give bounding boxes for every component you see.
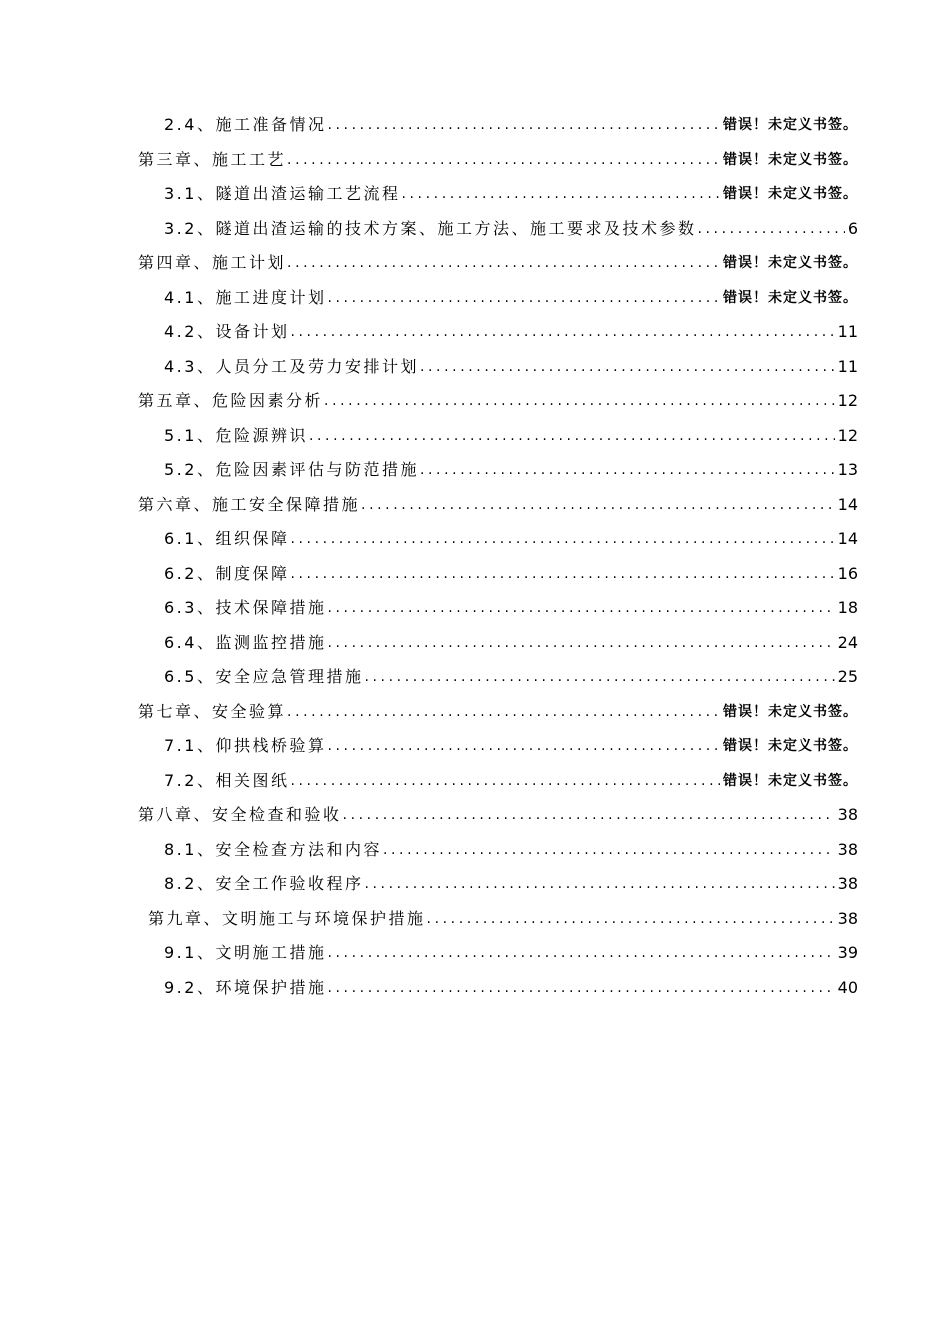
toc-entry-title: 9.2、环境保护措施 [164, 977, 327, 997]
toc-entry-title: 6.5、安全应急管理措施 [164, 667, 364, 687]
toc-entry-title: 第七章、安全验算 [138, 701, 287, 721]
toc-entry-page: 24 [837, 632, 858, 652]
toc-entry-page: 13 [837, 460, 858, 480]
toc-dot-leader [287, 702, 720, 722]
toc-entry[interactable] [0, 143, 950, 178]
toc-entry[interactable] [0, 660, 950, 695]
toc-entry-title: 7.1、仰拱栈桥验算 [164, 736, 327, 756]
toc-dot-leader [420, 357, 835, 377]
toc-dot-leader [401, 184, 720, 204]
toc-entry-title: 6.4、监测监控措施 [164, 632, 327, 652]
toc-entry-page: 6 [847, 218, 858, 238]
toc-dot-leader [343, 805, 835, 825]
toc-entry-page: 25 [837, 667, 858, 687]
toc-entry[interactable] [0, 695, 950, 730]
toc-dot-leader [327, 288, 720, 308]
toc-entry[interactable] [0, 212, 950, 247]
toc-entry-title: 6.2、制度保障 [164, 563, 290, 583]
toc-entry-title: 4.3、人员分工及劳力安排计划 [164, 356, 419, 376]
toc-entry[interactable] [0, 557, 950, 592]
toc-entry-title: 第九章、文明施工与环境保护措施 [148, 908, 426, 928]
toc-entry-page: 错误！未定义书签。 [723, 151, 858, 168]
toc-dot-leader [290, 322, 834, 342]
toc-entry-title: 3.1、隧道出渣运输工艺流程 [164, 184, 401, 204]
toc-dot-leader [364, 874, 834, 894]
toc-entry[interactable] [0, 971, 950, 1006]
toc-entry-page: 38 [837, 908, 858, 928]
toc-entry-page: 38 [837, 839, 858, 859]
toc-entry[interactable] [0, 488, 950, 523]
toc-entry-page: 12 [837, 391, 858, 411]
toc-dot-leader [427, 909, 835, 929]
toc-dot-leader [327, 633, 834, 653]
toc-entry-page: 16 [837, 563, 858, 583]
toc-entry-title: 8.2、安全工作验收程序 [164, 874, 364, 894]
toc-dot-leader [361, 495, 835, 515]
toc-entry[interactable] [0, 384, 950, 419]
toc-entry-page: 12 [837, 425, 858, 445]
toc-entry-title: 4.2、设备计划 [164, 322, 290, 342]
toc-entry-page: 11 [837, 356, 858, 376]
toc-entry[interactable] [0, 350, 950, 385]
toc-dot-leader [420, 460, 835, 480]
toc-entry-title: 第六章、施工安全保障措施 [138, 494, 361, 514]
toc-dot-leader [290, 771, 720, 791]
toc-entry[interactable] [0, 729, 950, 764]
table-of-contents [0, 108, 950, 1005]
toc-entry-title: 6.3、技术保障措施 [164, 598, 327, 618]
toc-entry-page: 错误！未定义书签。 [723, 255, 858, 272]
toc-dot-leader [364, 667, 834, 687]
toc-entry-title: 2.4、施工准备情况 [164, 115, 327, 135]
toc-entry-title: 5.2、危险因素评估与防范措施 [164, 460, 419, 480]
toc-entry[interactable] [0, 902, 950, 937]
toc-entry-page: 错误！未定义书签。 [723, 738, 858, 755]
toc-dot-leader [327, 598, 834, 618]
toc-entry-title: 第四章、施工计划 [138, 253, 287, 273]
toc-dot-leader [327, 978, 834, 998]
toc-entry[interactable] [0, 453, 950, 488]
toc-entry-page: 错误！未定义书签。 [723, 289, 858, 306]
toc-entry[interactable] [0, 246, 950, 281]
toc-entry[interactable] [0, 936, 950, 971]
toc-entry[interactable] [0, 281, 950, 316]
toc-entry[interactable] [0, 798, 950, 833]
toc-entry-page: 14 [837, 494, 858, 514]
toc-entry-page: 错误！未定义书签。 [723, 117, 858, 134]
toc-entry-title: 6.1、组织保障 [164, 529, 290, 549]
toc-dot-leader [290, 564, 834, 584]
toc-entry[interactable] [0, 833, 950, 868]
toc-dot-leader [309, 426, 835, 446]
toc-entry-page: 40 [837, 977, 858, 997]
toc-entry-page: 错误！未定义书签。 [723, 703, 858, 720]
toc-entry[interactable] [0, 419, 950, 454]
toc-entry-page: 18 [837, 598, 858, 618]
toc-entry-title: 第八章、安全检查和验收 [138, 805, 342, 825]
toc-entry-title: 9.1、文明施工措施 [164, 943, 327, 963]
toc-dot-leader [327, 943, 834, 963]
toc-entry-page: 错误！未定义书签。 [723, 772, 858, 789]
toc-dot-leader [697, 219, 844, 239]
toc-dot-leader [327, 736, 720, 756]
toc-dot-leader [287, 150, 720, 170]
toc-dot-leader [290, 529, 834, 549]
toc-entry-page: 14 [837, 529, 858, 549]
toc-entry[interactable] [0, 108, 950, 143]
toc-dot-leader [383, 840, 835, 860]
toc-dot-leader [324, 391, 835, 411]
toc-entry-title: 4.1、施工进度计划 [164, 287, 327, 307]
toc-entry[interactable] [0, 626, 950, 661]
toc-entry-page: 11 [837, 322, 858, 342]
toc-entry[interactable] [0, 867, 950, 902]
toc-entry[interactable] [0, 177, 950, 212]
toc-entry[interactable] [0, 522, 950, 557]
toc-entry-page: 38 [837, 874, 858, 894]
toc-entry-title: 5.1、危险源辨识 [164, 425, 308, 445]
toc-dot-leader [287, 253, 720, 273]
toc-entry[interactable] [0, 591, 950, 626]
toc-entry-page: 错误！未定义书签。 [723, 186, 858, 203]
toc-entry-title: 第五章、危险因素分析 [138, 391, 324, 411]
toc-entry-page: 38 [837, 805, 858, 825]
toc-entry[interactable] [0, 764, 950, 799]
toc-entry-title: 8.1、安全检查方法和内容 [164, 839, 382, 859]
toc-entry-page: 39 [837, 943, 858, 963]
toc-entry-title: 3.2、隧道出渣运输的技术方案、施工方法、施工要求及技术参数 [164, 218, 697, 238]
toc-entry-title: 第三章、施工工艺 [138, 149, 287, 169]
toc-entry-title: 7.2、相关图纸 [164, 770, 290, 790]
toc-dot-leader [327, 115, 720, 135]
toc-entry[interactable] [0, 315, 950, 350]
